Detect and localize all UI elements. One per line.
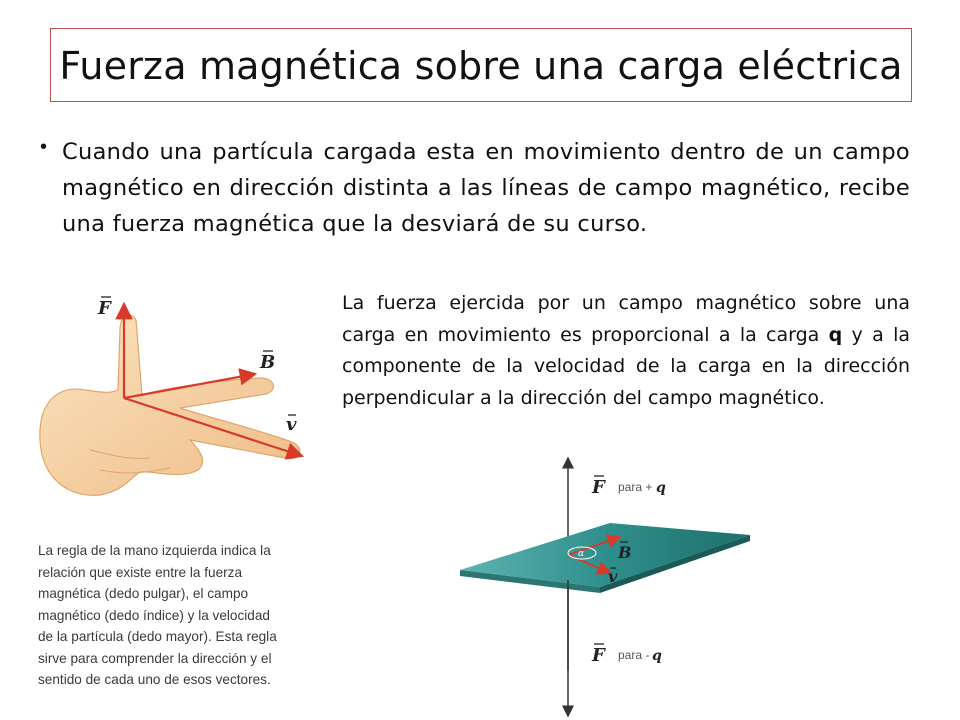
label-q-top: q xyxy=(656,480,666,496)
hand-caption: La regla de la mano izquierda indica la relación que existe entre la fuerza magnética (dedo pulgar), el campo magnético (dedo índice) y la velocidad de la partícula (dedo mayor). Esta regla sirve para comprender la dirección y el sentido de cada uno de esos vectores. xyxy=(38,543,277,687)
label-v: v xyxy=(286,414,297,435)
label-F-bottom: F xyxy=(592,645,605,666)
plane-label-B: B xyxy=(618,543,632,562)
explanation-paragraph: La fuerza ejercida por un campo magnético sobre una carga en movimiento es proporcional a la carga q y a la componente de la velocidad de la carga en la dirección perpendicular a la dirección del campo magnético. xyxy=(342,292,910,409)
label-para-minus: para - xyxy=(618,648,650,662)
label-F: F xyxy=(98,298,111,319)
bullet-text: Cuando una partícula cargada esta en movimiento dentro de un campo magnético en dirección distinta a las líneas de campo magnético, recibe una fuerza magnética que la desviará de su curso. xyxy=(62,139,910,237)
label-para-plus: para + xyxy=(618,480,653,494)
bullet-dot: • xyxy=(40,136,48,158)
charge-symbol: q xyxy=(828,323,843,346)
label-q-bottom: q xyxy=(652,648,662,664)
label-B: B xyxy=(260,352,276,373)
plane-label-v: v xyxy=(608,567,618,586)
left-hand-rule-illustration xyxy=(30,290,320,515)
label-F-top: F xyxy=(592,477,605,498)
angle-label: α xyxy=(578,549,585,559)
title-box xyxy=(50,28,912,102)
slide-title: Fuerza magnética sobre una carga eléctrica xyxy=(59,44,903,88)
charge-plane-diagram xyxy=(450,455,750,720)
bullet-point xyxy=(40,134,910,242)
